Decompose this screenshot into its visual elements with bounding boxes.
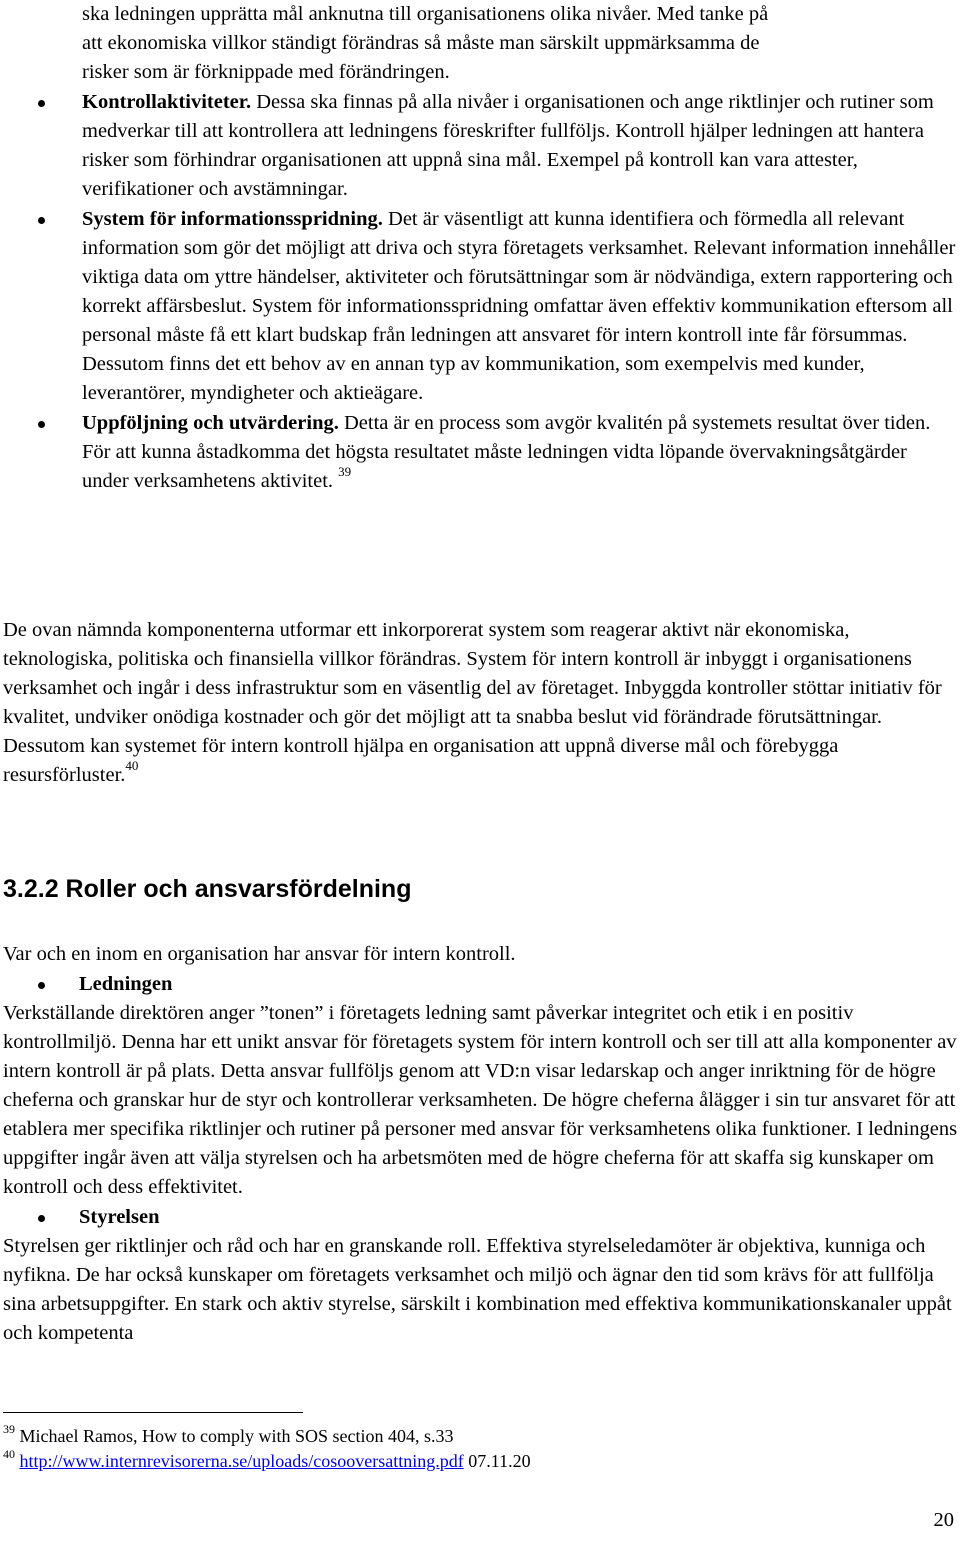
paragraph-text: De ovan nämnda komponenterna utformar ett inkorporerat system som reagerar aktivt när ekonomiska, teknologiska, politiska och finansiella villkor förändras. System för intern kontroll är inbyggt i organisationens verksamhet och ingår i dess infrastruktur som en väsentlig del av företaget. Inbyggda kontroller stöttar initiativ för kvalitet, undviker onödiga kostnader och gör det möjligt att ta snabba beslut vid förändrade förutsättningar. xyxy=(3,619,942,728)
page-number: 20 xyxy=(933,1509,954,1531)
roles-section xyxy=(3,940,958,1348)
footnote-divider xyxy=(3,1412,303,1413)
bullet-dot-icon xyxy=(38,982,45,989)
footnote-39 xyxy=(3,1424,453,1448)
bullet-uppfoljning xyxy=(0,409,960,496)
footnote-date: 07.11.20 xyxy=(463,1451,531,1471)
role-title: Ledningen xyxy=(79,973,173,995)
intro-continuation xyxy=(0,0,960,87)
bullet-dot-icon xyxy=(38,421,45,428)
bullet-text: Dessa ska finnas på alla nivåer i organisationen och ange riktlinjer och rutiner som medverkar till att kontrollera att ledningens föreskrifter fullföljs. Kontroll hjälper ledningen att hantera risker som förhindrar organisationen att uppnå sina mål. Exempel på kontroll kan vara attester, verifikationer och avstämningar. xyxy=(82,91,934,200)
roles-intro: Var och en inom en organisation har ansvar för intern kontroll. xyxy=(3,943,516,965)
footnote-40 xyxy=(3,1449,531,1473)
role-title: Styrelsen xyxy=(79,1206,160,1228)
intro-line-3: risker som är förknippade med förändringen. xyxy=(82,61,450,83)
role-styrelsen-title xyxy=(3,1203,958,1232)
bullet-dot-icon xyxy=(38,217,45,224)
bullet-title: Uppföljning och utvärdering. xyxy=(82,412,339,434)
footnote-ref-39[interactable]: 39 xyxy=(338,464,352,480)
bullet-informationsspridning xyxy=(0,205,960,408)
bullet-kontrollaktiviteter xyxy=(0,88,960,204)
bullet-title: System för informationsspridning. xyxy=(82,208,383,230)
footnote-text: Michael Ramos, How to comply with SOS section 404, s.33 xyxy=(19,1426,454,1446)
role-ledningen-text: Verkställande direktören anger ”tonen” i företagets ledning samt påverkar integritet och etik i en positiv kontrollmiljö. Denna har ett unikt ansvar för företagets system för intern kontroll och ser till att alla komponenter av intern kontroll är på plats. Detta ansvar fullföljs genom att VD:n visar ledarskap och anger inriktning för de högre cheferna och granskar hur de styr och kontrollerar verksamheten. De högre cheferna ålägger i sin tur ansvaret för att etablera mer specifika riktlinjer och rutiner på personer med ansvar för verksamhetens olika funktioner. I ledningens uppgifter ingår även att välja styrelsen och ha arbetsmöten med de högre cheferna för att skaffa sig kunskaper om kontroll och dess effektivitet. xyxy=(3,1002,958,1198)
bullet-dot-icon xyxy=(38,100,45,107)
role-styrelsen-text: Styrelsen ger riktlinjer och råd och har en granskande roll. Effektiva styrelseledamöter är objektiva, kunniga och nyfikna. De har också kunskaper om företagets verksamhet och miljö och ägnar den tid som krävs för att fullfölja sina arbetsuppgifter. En stark och aktiv styrelse, särskilt i kombination med effektiva kommunikationskanaler uppåt och kompetenta xyxy=(3,1235,952,1344)
footnote-number: 40 xyxy=(3,1447,15,1461)
bullet-dot-icon xyxy=(38,1215,45,1222)
footnote-link[interactable]: http://www.internrevisorerna.se/uploads/cosooversattning.pdf xyxy=(19,1451,464,1471)
intro-line-2: att ekonomiska villkor ständigt förändras så måste man särskilt uppmärksamma de xyxy=(82,32,760,54)
bullet-section xyxy=(0,0,960,496)
footnote-ref-40[interactable]: 40 xyxy=(125,758,139,774)
intro-line-1: ska ledningen upprätta mål anknutna till organisationens olika nivåer. Med tanke på xyxy=(82,3,769,25)
bullet-title: Kontrollaktiviteter. xyxy=(82,91,252,113)
section-heading: 3.2.2 Roller och ansvarsfördelning xyxy=(3,875,412,903)
paragraph-text-2: Dessutom kan systemet för intern kontroll hjälpa en organisation att uppnå diverse mål och förebygga resursförluster. xyxy=(3,735,839,786)
bullet-text: Det är väsentligt att kunna identifiera och förmedla all relevant information som gör det möjligt att driva och styra företagets verksamhet. Relevant information innehåller viktiga data om yttre händelser, aktiviteter och förutsättningar som är nödvändiga, extern rapportering och korrekt affärsbeslut. System för informationsspridning omfattar även effektiv kommunikation eftersom all personal måste få ett klart budskap från ledningen att ansvaret för intern kontroll inte får försummas. Dessutom finns det ett behov av en annan typ av kommunikation, som exempelvis med kunder, leverantörer, myndigheter och aktieägare. xyxy=(82,208,956,404)
role-ledningen-title xyxy=(3,970,958,999)
footnote-number: 39 xyxy=(3,1422,15,1436)
paragraph-components xyxy=(3,616,958,790)
bullet-text: Detta är en process som avgör kvalitén på systemets resultat över tiden. För att kunna åstadkomma det högsta resultatet måste ledningen vidta löpande övervakningsåtgärder under verksamhetens aktivitet. xyxy=(82,412,931,492)
